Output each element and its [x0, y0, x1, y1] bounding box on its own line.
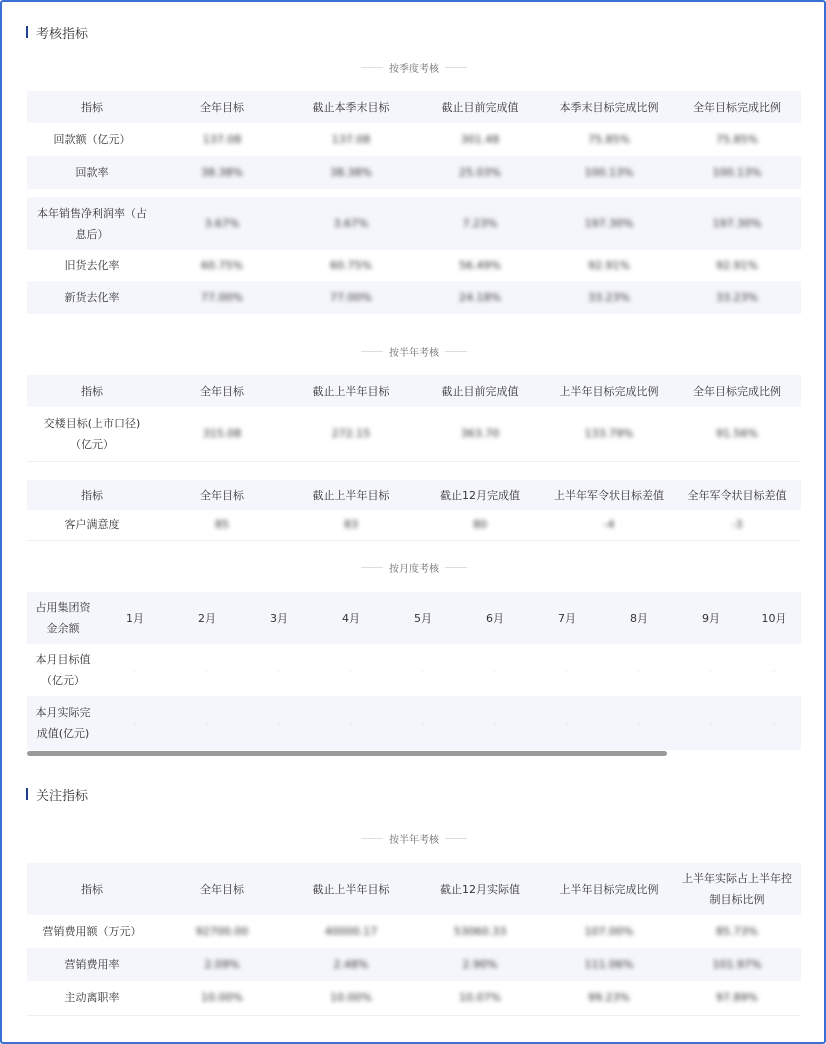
column-header: 上半年目标完成比例 — [559, 384, 659, 398]
cell-value: 2.48% — [333, 958, 369, 971]
table-row — [27, 281, 801, 314]
cell-value: - — [421, 663, 425, 677]
column-header: 上半年实际占上半年控制目标比例 — [682, 872, 792, 906]
assessment-title-text: 考核指标 — [36, 26, 89, 42]
half-subtitle: 按半年考核 — [389, 347, 439, 359]
column-header: 截止目前完成值 — [441, 384, 519, 398]
table-row — [27, 644, 801, 696]
cell-value: 3.67% — [333, 217, 369, 230]
month-header: 8月 — [630, 611, 648, 625]
cell-value: 77.00% — [330, 291, 372, 304]
cell-value: 10.00% — [201, 991, 243, 1005]
cell-value: 363.70 — [460, 427, 500, 441]
column-header: 截止本季末目标 — [312, 100, 390, 114]
table-header-row — [27, 91, 801, 123]
scrollbar-thumb[interactable] — [27, 751, 667, 756]
cell-value: - — [277, 663, 281, 677]
column-header: 全年军令状目标差值 — [687, 488, 787, 502]
divider-line — [445, 838, 467, 839]
cell-value: - — [349, 716, 353, 730]
cell-value: 10.07% — [459, 991, 501, 1005]
cell-value: 38.38% — [330, 166, 372, 179]
cell-value: 3.67% — [204, 217, 240, 230]
table-row — [27, 407, 801, 461]
cell-value: - — [637, 716, 641, 730]
column-header: 全年目标 — [200, 488, 244, 502]
divider-line — [361, 567, 383, 568]
column-header: 本季末目标完成比例 — [559, 100, 659, 114]
half-subheading — [26, 343, 802, 359]
cell-value: 92.91% — [588, 259, 630, 272]
column-header: 截止目前完成值 — [441, 100, 519, 114]
column-header: 截止12月完成值 — [440, 488, 520, 502]
table-row — [27, 696, 801, 750]
column-header: 上半年目标完成比例 — [559, 882, 659, 896]
table-row — [27, 948, 801, 981]
cell-value: 75.85% — [716, 133, 758, 146]
table-row — [27, 156, 801, 189]
cell-value: 272.15 — [331, 427, 371, 441]
cell-value: - — [205, 663, 209, 677]
cell-value: 77.00% — [201, 291, 243, 304]
cell-value: 137.08 — [202, 133, 242, 146]
cell-value: 91.56% — [716, 427, 758, 441]
month-header: 4月 — [342, 611, 360, 625]
assessment-section-title — [26, 24, 88, 40]
table-header-row — [27, 863, 801, 915]
cell-value: -3 — [731, 518, 743, 532]
corner-header: 占用集团资金余额 — [35, 601, 91, 635]
cell-value: - — [709, 663, 713, 677]
month-header: 9月 — [702, 611, 720, 625]
cell-value: - — [709, 716, 713, 730]
row-label: 营销费用率 — [64, 958, 120, 971]
divider-line — [361, 67, 383, 68]
cell-value: 53060.33 — [453, 925, 507, 938]
cell-value: 75.85% — [588, 133, 630, 146]
row-label: 本月实际完成值(亿元) — [35, 706, 91, 740]
focus-subtitle: 按半年考核 — [389, 834, 439, 846]
row-gap — [27, 189, 801, 197]
month-table — [27, 592, 801, 750]
month-header: 7月 — [558, 611, 576, 625]
cell-value: 101.97% — [712, 958, 762, 971]
column-header: 截止上半年目标 — [312, 384, 390, 398]
month-header: 1月 — [126, 611, 144, 625]
cell-value: 83 — [344, 518, 358, 532]
column-header: 全年目标 — [200, 882, 244, 896]
row-label: 交楼目标(上市口径)（亿元） — [43, 416, 141, 451]
title-bar-marker — [26, 26, 28, 38]
cell-value: 137.08 — [331, 133, 371, 146]
cell-value: 197.30% — [584, 217, 634, 230]
column-header: 全年目标 — [200, 100, 244, 114]
table-row — [27, 915, 801, 948]
column-header: 指标 — [81, 488, 103, 502]
cell-value: 33.23% — [588, 291, 630, 304]
column-header: 上半年军令状目标差值 — [554, 488, 664, 502]
column-header: 指标 — [81, 882, 103, 896]
cell-value: - — [349, 663, 353, 677]
cell-value: - — [421, 716, 425, 730]
column-header: 截止12月实际值 — [440, 882, 520, 896]
focus-section-title — [26, 786, 88, 802]
row-label: 客户满意度 — [64, 518, 120, 532]
cell-value: 92.91% — [716, 259, 758, 272]
column-header: 全年目标 — [200, 384, 244, 398]
month-subheading — [26, 559, 802, 575]
cell-value: 315.08 — [202, 427, 242, 441]
cell-value: - — [565, 663, 569, 677]
cell-value: 100.13% — [712, 166, 762, 179]
cell-value: - — [277, 716, 281, 730]
cell-value: 33.23% — [716, 291, 758, 304]
cell-value: 92700.00 — [195, 925, 249, 938]
cell-value: - — [133, 716, 137, 730]
row-label: 回款额（亿元） — [53, 133, 131, 146]
table-row — [27, 981, 801, 1015]
month-header: 6月 — [486, 611, 504, 625]
divider-line — [361, 838, 383, 839]
cell-value: 111.06% — [584, 958, 634, 971]
month-header: 3月 — [270, 611, 288, 625]
cell-value: 107.00% — [584, 925, 634, 938]
cell-value: 80 — [473, 518, 487, 532]
row-label: 本月目标值（亿元） — [35, 653, 91, 687]
cell-value: 2.90% — [462, 958, 498, 971]
cell-value: 38.38% — [201, 166, 243, 179]
cell-value: - — [493, 716, 497, 730]
month-header: 2月 — [198, 611, 216, 625]
quarter-subheading — [26, 59, 802, 75]
cell-value: 56.49% — [459, 259, 501, 272]
column-header: 全年目标完成比例 — [693, 384, 781, 398]
column-header: 截止上半年目标 — [312, 488, 390, 502]
table-row — [27, 197, 801, 250]
column-header: 全年目标完成比例 — [693, 100, 781, 114]
table-row — [27, 123, 801, 156]
cell-value: - — [493, 663, 497, 677]
cell-value: 2.09% — [204, 958, 240, 971]
month-subtitle: 按月度考核 — [389, 563, 439, 575]
divider-line — [445, 67, 467, 68]
focus-subheading — [26, 830, 802, 846]
row-label: 主动离职率 — [64, 991, 120, 1005]
cell-value: 7.23% — [462, 217, 498, 230]
month-header: 5月 — [414, 611, 432, 625]
cell-value: - — [772, 716, 776, 730]
quarter-table — [27, 91, 801, 314]
cell-value: 60.75% — [201, 259, 243, 272]
cell-value: 85 — [215, 518, 229, 532]
focus-table — [27, 863, 801, 1016]
cell-value: 60.75% — [330, 259, 372, 272]
month-header: 10月 — [761, 611, 787, 625]
row-label: 营销费用额（万元） — [42, 925, 142, 938]
table-row — [27, 510, 801, 540]
cell-value: - — [637, 663, 641, 677]
cell-value: - — [565, 716, 569, 730]
divider-line — [361, 351, 383, 352]
cell-value: 99.23% — [588, 991, 630, 1005]
column-header: 指标 — [81, 100, 103, 114]
divider-line — [445, 567, 467, 568]
cell-value: - — [205, 716, 209, 730]
column-header: 截止上半年目标 — [312, 882, 390, 896]
cell-value: 25.03% — [459, 166, 501, 179]
cell-value: - — [133, 663, 137, 677]
table-row — [27, 250, 801, 281]
row-label: 本年销售净利润率（占息后） — [37, 206, 147, 241]
focus-title-text: 关注指标 — [36, 788, 89, 804]
cell-value: 100.13% — [584, 166, 634, 179]
quarter-subtitle: 按季度考核 — [389, 63, 439, 75]
table-header-row — [27, 480, 801, 510]
cell-value: -4 — [603, 518, 615, 532]
cell-value: 85.73% — [716, 925, 758, 938]
cell-value: 133.79% — [584, 427, 634, 441]
title-bar-marker — [26, 788, 28, 800]
table-header-row — [27, 375, 801, 407]
half-table — [27, 375, 801, 462]
row-label: 新货去化率 — [64, 291, 120, 304]
cell-value: 10.00% — [330, 991, 372, 1005]
cell-value: 301.48 — [460, 133, 500, 146]
cell-value: - — [772, 663, 776, 677]
cell-value: 24.18% — [459, 291, 501, 304]
row-label: 回款率 — [75, 166, 109, 179]
divider-line — [445, 351, 467, 352]
table-header-row — [27, 592, 801, 644]
month-table-scroll-area[interactable] — [27, 592, 801, 750]
cell-value: 197.30% — [712, 217, 762, 230]
horizontal-scrollbar[interactable] — [27, 750, 801, 758]
satisfaction-table — [27, 480, 801, 541]
column-header: 指标 — [81, 384, 103, 398]
cell-value: 40000.17 — [324, 925, 378, 938]
cell-value: 97.89% — [716, 991, 758, 1005]
row-label: 旧货去化率 — [64, 259, 120, 272]
